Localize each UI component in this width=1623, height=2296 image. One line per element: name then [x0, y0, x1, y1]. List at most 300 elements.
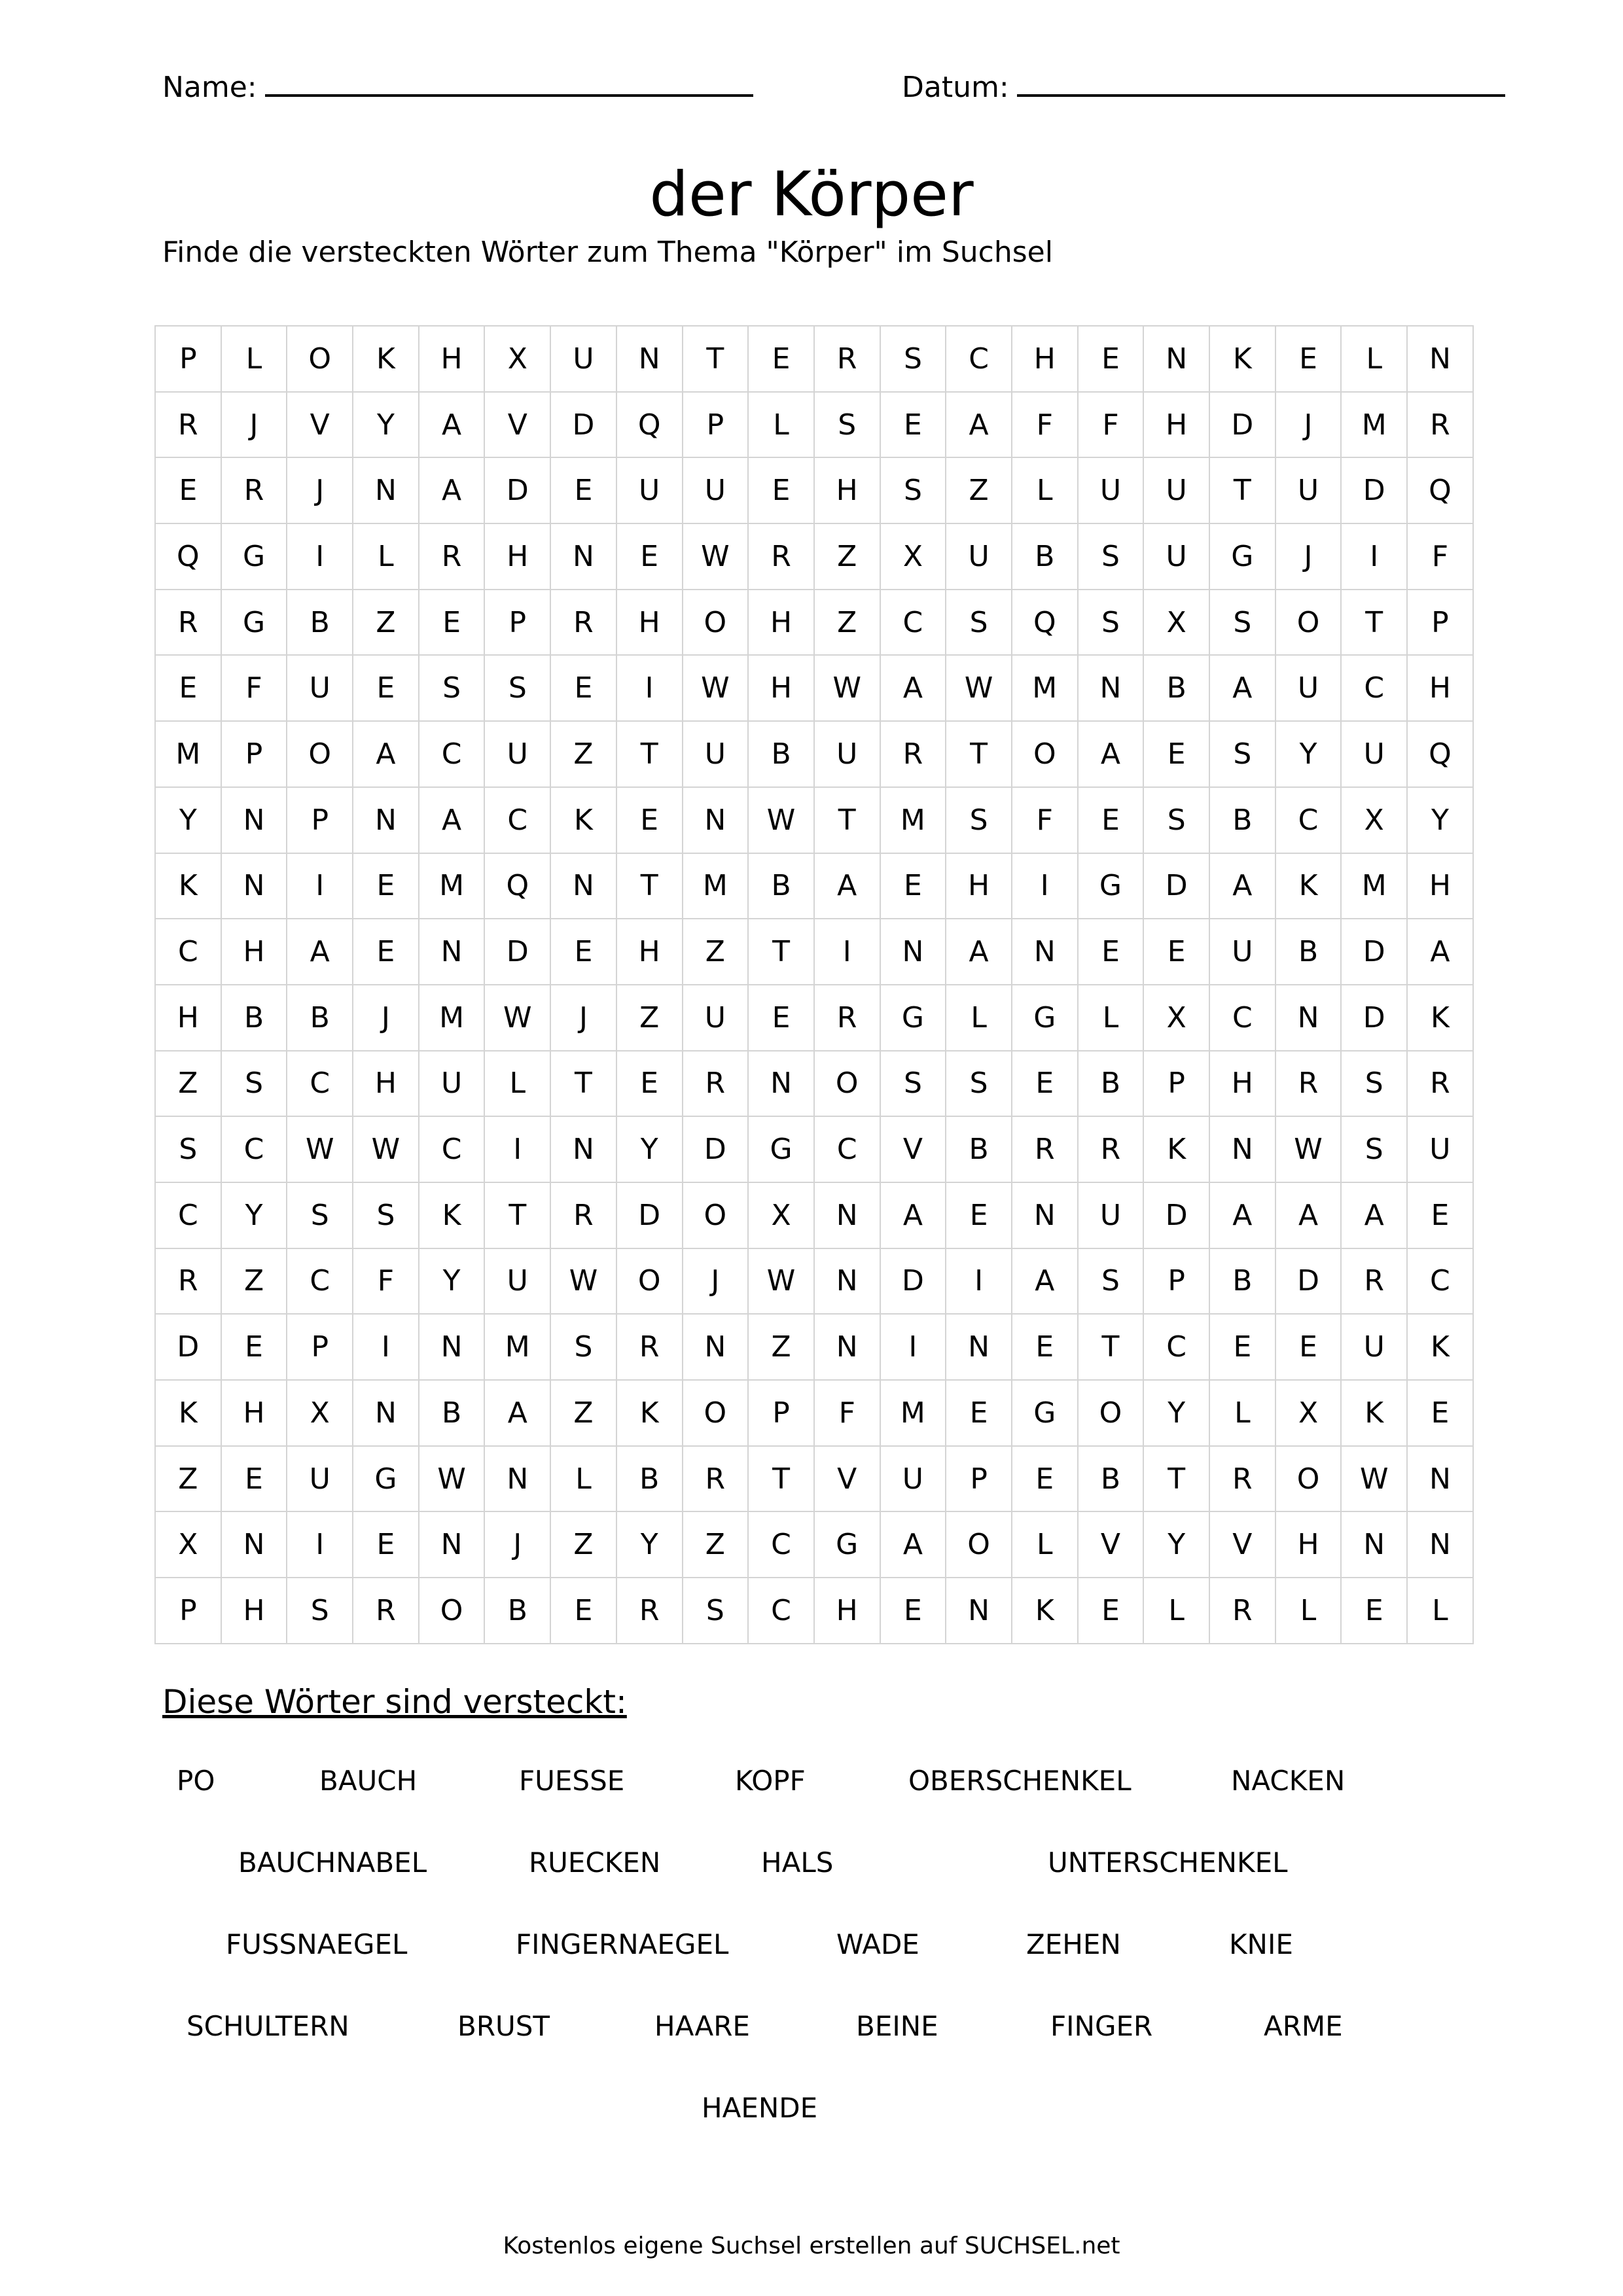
- grid-cell[interactable]: H: [617, 919, 683, 985]
- grid-cell[interactable]: L: [1144, 1578, 1210, 1644]
- grid-cell[interactable]: N: [683, 1315, 749, 1381]
- grid-cell[interactable]: P: [156, 327, 222, 393]
- grid-cell[interactable]: P: [683, 393, 749, 459]
- grid-cell[interactable]: C: [222, 1117, 288, 1183]
- grid-cell[interactable]: C: [1210, 985, 1276, 1051]
- grid-cell[interactable]: P: [946, 1447, 1012, 1513]
- grid-cell[interactable]: I: [485, 1117, 551, 1183]
- grid-cell[interactable]: P: [749, 1381, 815, 1447]
- grid-cell[interactable]: A: [1210, 854, 1276, 920]
- grid-cell[interactable]: N: [1079, 656, 1145, 722]
- grid-cell[interactable]: P: [1408, 590, 1474, 656]
- grid-cell[interactable]: I: [617, 656, 683, 722]
- grid-cell[interactable]: U: [1342, 1315, 1408, 1381]
- grid-cell[interactable]: N: [1210, 1117, 1276, 1183]
- grid-cell[interactable]: R: [156, 1249, 222, 1315]
- grid-cell[interactable]: R: [617, 1315, 683, 1381]
- grid-cell[interactable]: X: [156, 1512, 222, 1578]
- grid-cell[interactable]: E: [222, 1315, 288, 1381]
- grid-cell[interactable]: A: [353, 722, 419, 788]
- grid-cell[interactable]: N: [815, 1315, 881, 1381]
- grid-cell[interactable]: W: [815, 656, 881, 722]
- grid-cell[interactable]: E: [1079, 327, 1145, 393]
- grid-cell[interactable]: X: [287, 1381, 353, 1447]
- grid-cell[interactable]: L: [1079, 985, 1145, 1051]
- grid-cell[interactable]: Z: [551, 1381, 617, 1447]
- grid-cell[interactable]: B: [419, 1381, 486, 1447]
- grid-cell[interactable]: N: [222, 854, 288, 920]
- grid-cell[interactable]: D: [156, 1315, 222, 1381]
- grid-cell[interactable]: V: [1210, 1512, 1276, 1578]
- grid-cell[interactable]: E: [222, 1447, 288, 1513]
- grid-cell[interactable]: Y: [353, 393, 419, 459]
- grid-cell[interactable]: B: [287, 590, 353, 656]
- grid-cell[interactable]: F: [1012, 788, 1079, 854]
- grid-cell[interactable]: Z: [749, 1315, 815, 1381]
- grid-cell[interactable]: Y: [617, 1117, 683, 1183]
- grid-cell[interactable]: C: [1276, 788, 1342, 854]
- grid-cell[interactable]: D: [485, 458, 551, 524]
- grid-cell[interactable]: R: [1276, 1051, 1342, 1118]
- grid-cell[interactable]: Z: [551, 722, 617, 788]
- grid-cell[interactable]: Q: [1408, 458, 1474, 524]
- word-search-grid[interactable]: [154, 325, 1474, 1644]
- grid-cell[interactable]: C: [1144, 1315, 1210, 1381]
- grid-cell[interactable]: W: [683, 524, 749, 590]
- grid-cell[interactable]: A: [1342, 1183, 1408, 1249]
- grid-cell[interactable]: D: [617, 1183, 683, 1249]
- grid-cell[interactable]: O: [683, 1381, 749, 1447]
- grid-cell[interactable]: E: [551, 1578, 617, 1644]
- grid-cell[interactable]: H: [222, 919, 288, 985]
- grid-cell[interactable]: X: [881, 524, 947, 590]
- grid-cell[interactable]: T: [551, 1051, 617, 1118]
- grid-cell[interactable]: W: [946, 656, 1012, 722]
- grid-cell[interactable]: V: [815, 1447, 881, 1513]
- grid-cell[interactable]: H: [815, 458, 881, 524]
- grid-cell[interactable]: S: [1210, 722, 1276, 788]
- grid-cell[interactable]: H: [1408, 854, 1474, 920]
- grid-cell[interactable]: A: [1079, 722, 1145, 788]
- grid-cell[interactable]: N: [749, 1051, 815, 1118]
- grid-cell[interactable]: X: [485, 327, 551, 393]
- grid-cell[interactable]: A: [1408, 919, 1474, 985]
- grid-cell[interactable]: G: [222, 590, 288, 656]
- grid-cell[interactable]: E: [1408, 1183, 1474, 1249]
- grid-cell[interactable]: R: [815, 985, 881, 1051]
- grid-cell[interactable]: U: [815, 722, 881, 788]
- grid-cell[interactable]: K: [156, 854, 222, 920]
- grid-cell[interactable]: S: [287, 1183, 353, 1249]
- grid-cell[interactable]: R: [1408, 393, 1474, 459]
- grid-cell[interactable]: Y: [419, 1249, 486, 1315]
- grid-cell[interactable]: S: [156, 1117, 222, 1183]
- grid-cell[interactable]: E: [1144, 919, 1210, 985]
- grid-cell[interactable]: U: [485, 722, 551, 788]
- grid-cell[interactable]: E: [1079, 919, 1145, 985]
- grid-cell[interactable]: E: [1012, 1447, 1079, 1513]
- grid-cell[interactable]: B: [749, 722, 815, 788]
- grid-cell[interactable]: Q: [1408, 722, 1474, 788]
- grid-cell[interactable]: E: [1276, 327, 1342, 393]
- grid-cell[interactable]: E: [1342, 1578, 1408, 1644]
- grid-cell[interactable]: E: [946, 1381, 1012, 1447]
- grid-cell[interactable]: T: [617, 854, 683, 920]
- grid-cell[interactable]: N: [815, 1249, 881, 1315]
- grid-cell[interactable]: H: [1210, 1051, 1276, 1118]
- grid-cell[interactable]: E: [353, 919, 419, 985]
- grid-cell[interactable]: R: [881, 722, 947, 788]
- grid-cell[interactable]: U: [287, 1447, 353, 1513]
- grid-cell[interactable]: W: [749, 788, 815, 854]
- grid-cell[interactable]: B: [1210, 788, 1276, 854]
- grid-cell[interactable]: U: [1276, 656, 1342, 722]
- grid-cell[interactable]: J: [222, 393, 288, 459]
- grid-cell[interactable]: H: [617, 590, 683, 656]
- grid-cell[interactable]: C: [1342, 656, 1408, 722]
- grid-cell[interactable]: M: [1012, 656, 1079, 722]
- grid-cell[interactable]: N: [1276, 985, 1342, 1051]
- grid-cell[interactable]: I: [353, 1315, 419, 1381]
- grid-cell[interactable]: O: [683, 1183, 749, 1249]
- grid-cell[interactable]: K: [617, 1381, 683, 1447]
- grid-cell[interactable]: L: [1408, 1578, 1474, 1644]
- grid-cell[interactable]: P: [1144, 1051, 1210, 1118]
- grid-cell[interactable]: I: [1012, 854, 1079, 920]
- grid-cell[interactable]: R: [1210, 1578, 1276, 1644]
- grid-cell[interactable]: Q: [485, 854, 551, 920]
- grid-cell[interactable]: B: [287, 985, 353, 1051]
- grid-cell[interactable]: M: [881, 1381, 947, 1447]
- grid-cell[interactable]: K: [419, 1183, 486, 1249]
- grid-cell[interactable]: F: [222, 656, 288, 722]
- grid-cell[interactable]: R: [1342, 1249, 1408, 1315]
- grid-cell[interactable]: U: [1408, 1117, 1474, 1183]
- grid-cell[interactable]: K: [1408, 985, 1474, 1051]
- grid-cell[interactable]: S: [1342, 1051, 1408, 1118]
- grid-cell[interactable]: Z: [946, 458, 1012, 524]
- grid-cell[interactable]: F: [353, 1249, 419, 1315]
- grid-cell[interactable]: N: [222, 788, 288, 854]
- grid-cell[interactable]: U: [881, 1447, 947, 1513]
- grid-cell[interactable]: R: [156, 393, 222, 459]
- grid-cell[interactable]: C: [156, 919, 222, 985]
- grid-cell[interactable]: N: [551, 1117, 617, 1183]
- grid-cell[interactable]: S: [419, 656, 486, 722]
- grid-cell[interactable]: S: [1079, 524, 1145, 590]
- grid-cell[interactable]: C: [749, 1512, 815, 1578]
- name-field[interactable]: [162, 62, 753, 110]
- grid-cell[interactable]: Y: [156, 788, 222, 854]
- grid-cell[interactable]: S: [287, 1578, 353, 1644]
- grid-cell[interactable]: S: [551, 1315, 617, 1381]
- grid-cell[interactable]: C: [419, 1117, 486, 1183]
- grid-cell[interactable]: U: [683, 458, 749, 524]
- grid-cell[interactable]: K: [1012, 1578, 1079, 1644]
- grid-cell[interactable]: E: [881, 854, 947, 920]
- grid-cell[interactable]: U: [683, 985, 749, 1051]
- grid-cell[interactable]: H: [222, 1381, 288, 1447]
- grid-cell[interactable]: B: [1276, 919, 1342, 985]
- grid-cell[interactable]: A: [419, 458, 486, 524]
- grid-cell[interactable]: N: [353, 1381, 419, 1447]
- grid-cell[interactable]: S: [881, 1051, 947, 1118]
- grid-cell[interactable]: A: [881, 1512, 947, 1578]
- grid-cell[interactable]: N: [419, 919, 486, 985]
- grid-cell[interactable]: O: [617, 1249, 683, 1315]
- grid-cell[interactable]: G: [1012, 985, 1079, 1051]
- grid-cell[interactable]: H: [353, 1051, 419, 1118]
- grid-cell[interactable]: H: [749, 590, 815, 656]
- grid-cell[interactable]: H: [222, 1578, 288, 1644]
- grid-cell[interactable]: V: [1079, 1512, 1145, 1578]
- grid-cell[interactable]: R: [1079, 1117, 1145, 1183]
- grid-cell[interactable]: H: [946, 854, 1012, 920]
- grid-cell[interactable]: B: [1079, 1051, 1145, 1118]
- grid-cell[interactable]: K: [1342, 1381, 1408, 1447]
- grid-cell[interactable]: E: [1276, 1315, 1342, 1381]
- grid-cell[interactable]: U: [946, 524, 1012, 590]
- grid-cell[interactable]: D: [881, 1249, 947, 1315]
- grid-cell[interactable]: C: [156, 1183, 222, 1249]
- grid-cell[interactable]: W: [749, 1249, 815, 1315]
- grid-cell[interactable]: B: [946, 1117, 1012, 1183]
- grid-cell[interactable]: G: [222, 524, 288, 590]
- grid-cell[interactable]: E: [749, 458, 815, 524]
- grid-cell[interactable]: J: [485, 1512, 551, 1578]
- grid-cell[interactable]: B: [1144, 656, 1210, 722]
- grid-cell[interactable]: U: [287, 656, 353, 722]
- grid-cell[interactable]: W: [1342, 1447, 1408, 1513]
- grid-cell[interactable]: N: [485, 1447, 551, 1513]
- grid-cell[interactable]: U: [1342, 722, 1408, 788]
- grid-cell[interactable]: I: [946, 1249, 1012, 1315]
- grid-cell[interactable]: D: [683, 1117, 749, 1183]
- grid-cell[interactable]: N: [353, 458, 419, 524]
- grid-cell[interactable]: A: [815, 854, 881, 920]
- grid-cell[interactable]: J: [1276, 524, 1342, 590]
- grid-cell[interactable]: B: [1012, 524, 1079, 590]
- grid-cell[interactable]: Z: [156, 1447, 222, 1513]
- grid-cell[interactable]: K: [353, 327, 419, 393]
- grid-cell[interactable]: O: [1276, 1447, 1342, 1513]
- grid-cell[interactable]: S: [946, 1051, 1012, 1118]
- grid-cell[interactable]: Q: [156, 524, 222, 590]
- grid-cell[interactable]: R: [222, 458, 288, 524]
- grid-cell[interactable]: C: [287, 1051, 353, 1118]
- grid-cell[interactable]: P: [287, 788, 353, 854]
- grid-cell[interactable]: Z: [683, 919, 749, 985]
- grid-cell[interactable]: R: [551, 590, 617, 656]
- grid-cell[interactable]: U: [419, 1051, 486, 1118]
- grid-cell[interactable]: M: [1342, 393, 1408, 459]
- grid-cell[interactable]: A: [946, 393, 1012, 459]
- grid-cell[interactable]: O: [683, 590, 749, 656]
- grid-cell[interactable]: D: [1144, 854, 1210, 920]
- grid-cell[interactable]: G: [815, 1512, 881, 1578]
- grid-cell[interactable]: S: [946, 788, 1012, 854]
- grid-cell[interactable]: K: [1276, 854, 1342, 920]
- grid-cell[interactable]: S: [881, 327, 947, 393]
- grid-cell[interactable]: W: [551, 1249, 617, 1315]
- grid-cell[interactable]: V: [881, 1117, 947, 1183]
- grid-cell[interactable]: J: [353, 985, 419, 1051]
- grid-cell[interactable]: T: [946, 722, 1012, 788]
- grid-cell[interactable]: E: [1012, 1315, 1079, 1381]
- grid-cell[interactable]: R: [815, 327, 881, 393]
- grid-cell[interactable]: A: [485, 1381, 551, 1447]
- grid-cell[interactable]: T: [1342, 590, 1408, 656]
- name-line[interactable]: [265, 62, 753, 97]
- grid-cell[interactable]: N: [419, 1512, 486, 1578]
- grid-cell[interactable]: O: [287, 327, 353, 393]
- grid-cell[interactable]: C: [881, 590, 947, 656]
- grid-cell[interactable]: N: [1408, 327, 1474, 393]
- grid-cell[interactable]: L: [222, 327, 288, 393]
- grid-cell[interactable]: L: [1210, 1381, 1276, 1447]
- grid-cell[interactable]: B: [749, 854, 815, 920]
- grid-cell[interactable]: N: [1012, 919, 1079, 985]
- grid-cell[interactable]: N: [683, 788, 749, 854]
- grid-cell[interactable]: E: [1210, 1315, 1276, 1381]
- grid-cell[interactable]: T: [749, 1447, 815, 1513]
- grid-cell[interactable]: X: [1342, 788, 1408, 854]
- grid-cell[interactable]: E: [617, 788, 683, 854]
- grid-cell[interactable]: U: [683, 722, 749, 788]
- grid-cell[interactable]: O: [815, 1051, 881, 1118]
- grid-cell[interactable]: S: [485, 656, 551, 722]
- grid-cell[interactable]: E: [749, 327, 815, 393]
- grid-cell[interactable]: H: [815, 1578, 881, 1644]
- grid-cell[interactable]: A: [1276, 1183, 1342, 1249]
- grid-cell[interactable]: X: [1144, 590, 1210, 656]
- grid-cell[interactable]: B: [485, 1578, 551, 1644]
- grid-cell[interactable]: N: [1342, 1512, 1408, 1578]
- grid-cell[interactable]: C: [485, 788, 551, 854]
- grid-cell[interactable]: R: [419, 524, 486, 590]
- grid-cell[interactable]: V: [485, 393, 551, 459]
- grid-cell[interactable]: S: [1144, 788, 1210, 854]
- grid-cell[interactable]: T: [749, 919, 815, 985]
- grid-cell[interactable]: C: [946, 327, 1012, 393]
- grid-cell[interactable]: H: [485, 524, 551, 590]
- grid-cell[interactable]: H: [419, 327, 486, 393]
- grid-cell[interactable]: M: [683, 854, 749, 920]
- grid-cell[interactable]: Y: [1276, 722, 1342, 788]
- grid-cell[interactable]: S: [1342, 1117, 1408, 1183]
- grid-cell[interactable]: Z: [617, 985, 683, 1051]
- grid-cell[interactable]: H: [1408, 656, 1474, 722]
- grid-cell[interactable]: A: [419, 393, 486, 459]
- grid-cell[interactable]: S: [683, 1578, 749, 1644]
- grid-cell[interactable]: G: [881, 985, 947, 1051]
- grid-cell[interactable]: K: [1210, 327, 1276, 393]
- grid-cell[interactable]: H: [1012, 327, 1079, 393]
- grid-cell[interactable]: D: [485, 919, 551, 985]
- grid-cell[interactable]: B: [1210, 1249, 1276, 1315]
- grid-cell[interactable]: W: [419, 1447, 486, 1513]
- grid-cell[interactable]: W: [485, 985, 551, 1051]
- grid-cell[interactable]: Z: [156, 1051, 222, 1118]
- grid-cell[interactable]: S: [222, 1051, 288, 1118]
- grid-cell[interactable]: B: [1079, 1447, 1145, 1513]
- grid-cell[interactable]: U: [1210, 919, 1276, 985]
- grid-cell[interactable]: J: [551, 985, 617, 1051]
- grid-cell[interactable]: E: [749, 985, 815, 1051]
- grid-cell[interactable]: L: [485, 1051, 551, 1118]
- grid-cell[interactable]: Y: [1408, 788, 1474, 854]
- grid-cell[interactable]: D: [1210, 393, 1276, 459]
- grid-cell[interactable]: D: [1342, 458, 1408, 524]
- grid-cell[interactable]: A: [881, 1183, 947, 1249]
- grid-cell[interactable]: N: [1408, 1512, 1474, 1578]
- grid-cell[interactable]: W: [1276, 1117, 1342, 1183]
- grid-cell[interactable]: A: [287, 919, 353, 985]
- grid-cell[interactable]: X: [1276, 1381, 1342, 1447]
- grid-cell[interactable]: E: [353, 656, 419, 722]
- grid-cell[interactable]: G: [353, 1447, 419, 1513]
- grid-cell[interactable]: P: [1144, 1249, 1210, 1315]
- grid-cell[interactable]: E: [551, 656, 617, 722]
- grid-cell[interactable]: C: [419, 722, 486, 788]
- grid-cell[interactable]: M: [156, 722, 222, 788]
- grid-cell[interactable]: G: [1012, 1381, 1079, 1447]
- grid-cell[interactable]: F: [815, 1381, 881, 1447]
- grid-cell[interactable]: J: [287, 458, 353, 524]
- grid-cell[interactable]: R: [617, 1578, 683, 1644]
- grid-cell[interactable]: N: [1408, 1447, 1474, 1513]
- grid-cell[interactable]: E: [617, 524, 683, 590]
- grid-cell[interactable]: X: [1144, 985, 1210, 1051]
- grid-cell[interactable]: L: [749, 393, 815, 459]
- date-field[interactable]: [902, 62, 1505, 110]
- grid-cell[interactable]: C: [815, 1117, 881, 1183]
- grid-cell[interactable]: W: [353, 1117, 419, 1183]
- grid-cell[interactable]: K: [551, 788, 617, 854]
- grid-cell[interactable]: A: [1210, 1183, 1276, 1249]
- grid-cell[interactable]: R: [683, 1051, 749, 1118]
- grid-cell[interactable]: M: [419, 985, 486, 1051]
- grid-cell[interactable]: P: [485, 590, 551, 656]
- grid-cell[interactable]: U: [485, 1249, 551, 1315]
- grid-cell[interactable]: O: [1276, 590, 1342, 656]
- grid-cell[interactable]: N: [551, 854, 617, 920]
- grid-cell[interactable]: E: [551, 919, 617, 985]
- grid-cell[interactable]: C: [287, 1249, 353, 1315]
- grid-cell[interactable]: L: [551, 1447, 617, 1513]
- grid-cell[interactable]: Y: [617, 1512, 683, 1578]
- grid-cell[interactable]: L: [1012, 1512, 1079, 1578]
- grid-cell[interactable]: Y: [1144, 1512, 1210, 1578]
- grid-cell[interactable]: L: [1342, 327, 1408, 393]
- grid-cell[interactable]: Z: [222, 1249, 288, 1315]
- grid-cell[interactable]: D: [1276, 1249, 1342, 1315]
- grid-cell[interactable]: Y: [222, 1183, 288, 1249]
- grid-cell[interactable]: R: [683, 1447, 749, 1513]
- grid-cell[interactable]: J: [683, 1249, 749, 1315]
- grid-cell[interactable]: N: [1144, 327, 1210, 393]
- grid-cell[interactable]: T: [485, 1183, 551, 1249]
- grid-cell[interactable]: N: [881, 919, 947, 985]
- grid-cell[interactable]: N: [419, 1315, 486, 1381]
- grid-cell[interactable]: N: [946, 1578, 1012, 1644]
- grid-cell[interactable]: U: [1079, 1183, 1145, 1249]
- grid-cell[interactable]: R: [1408, 1051, 1474, 1118]
- grid-cell[interactable]: K: [1144, 1117, 1210, 1183]
- grid-cell[interactable]: E: [156, 458, 222, 524]
- grid-cell[interactable]: E: [551, 458, 617, 524]
- grid-cell[interactable]: I: [287, 854, 353, 920]
